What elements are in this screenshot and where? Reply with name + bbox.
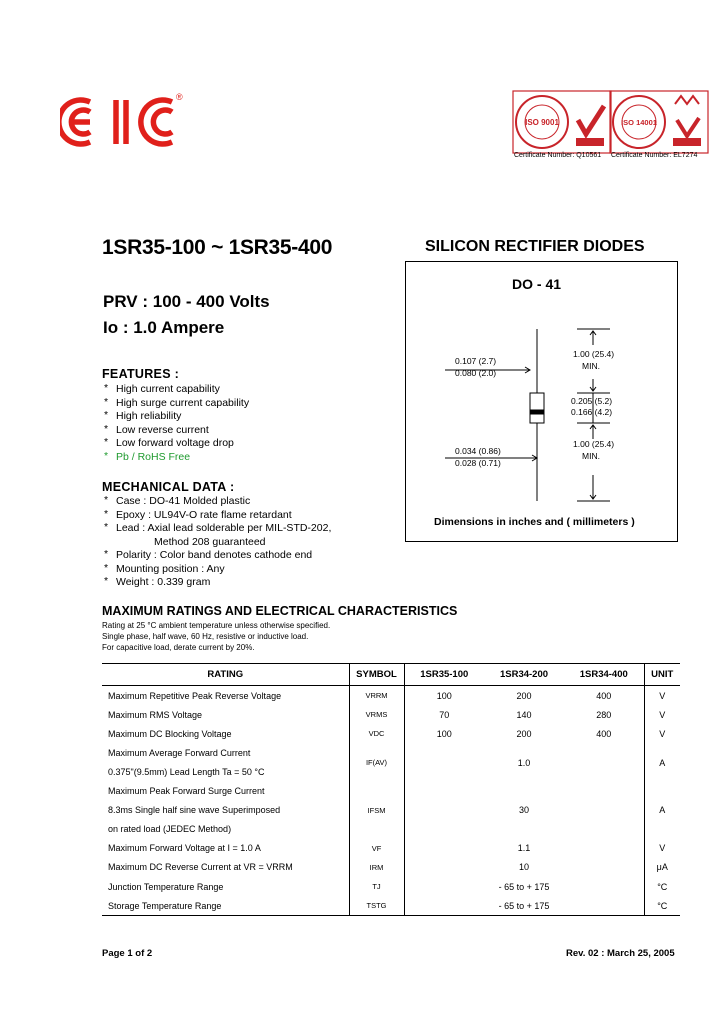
rating-value: 140 (516, 709, 532, 720)
header-1sr34-200: 1SR34-200 (484, 664, 564, 686)
rating-symbol: VDC (349, 724, 404, 743)
rating-label-line: Maximum Peak Forward Surge Current (108, 785, 265, 796)
rating-value: 400 (596, 728, 612, 739)
list-item-continuation: Method 208 guaranteed (154, 535, 266, 548)
rating-unit: °C (644, 877, 680, 896)
eic-logo (60, 88, 190, 157)
rating-note: For capacitive load, derate current by 20%. (102, 643, 255, 652)
rating-value: 200 (516, 690, 532, 701)
dim-bottom-lead-length: 1.00 (25.4) (573, 439, 615, 449)
svg-text:ISO 14001: ISO 14001 (621, 118, 657, 127)
list-item: * Polarity : Color band denotes cathode end (102, 549, 331, 563)
list-item: * Epoxy : UL94V-O rate flame retardant (102, 509, 331, 523)
rating-label-line: Maximum Average Forward Current (108, 747, 251, 758)
page-number: Page 1 of 2 (102, 948, 153, 959)
rating-value: - 65 to + 175 (498, 881, 550, 892)
rating-symbol: IFSM (349, 782, 404, 839)
features-list (102, 383, 249, 464)
prv-spec: PRV : 100 - 400 Volts (103, 292, 270, 311)
rating-value: 10 (518, 862, 529, 873)
svg-text:ISO 9001: ISO 9001 (525, 118, 559, 127)
list-item: * High surge current capability (102, 397, 249, 411)
table-row (102, 686, 680, 706)
list-item: * Lead : Axial lead solderable per MIL-STD-202, (102, 522, 331, 536)
table-header-row (102, 664, 680, 686)
rating-label-line: on rated load (JEDEC Method) (108, 823, 232, 834)
rating-unit: V (644, 839, 680, 858)
rating-label: Maximum DC Reverse Current at VR = VRRM (108, 862, 293, 873)
rating-label: Junction Temperature Range (108, 881, 224, 892)
rating-symbol: VF (349, 839, 404, 858)
rating-value: 200 (516, 728, 532, 739)
rating-unit: V (644, 724, 680, 743)
table-row (102, 744, 680, 782)
rating-label: Maximum Forward Voltage at I = 1.0 A (108, 843, 261, 854)
rating-value: 100 (436, 728, 452, 739)
table-row (102, 724, 680, 743)
rating-unit: μA (644, 858, 680, 877)
rating-label: Maximum Repetitive Peak Reverse Voltage (108, 690, 282, 701)
io-spec: Io : 1.0 Ampere (103, 318, 225, 337)
rating-value: 70 (439, 709, 450, 720)
list-item: * High current capability (102, 383, 249, 397)
rating-symbol: TSTG (349, 896, 404, 916)
rating-value: 100 (436, 690, 452, 701)
rohs-item: * Pb / RoHS Free (102, 451, 249, 465)
rating-symbol: VRMS (349, 705, 404, 724)
dim-body-len-min: 0.166 (4.2) (571, 407, 613, 417)
package-name: DO - 41 (512, 276, 562, 292)
rating-label: Storage Temperature Range (102, 896, 349, 916)
iso9001-certificate-icon (512, 90, 612, 158)
list-item: * Case : DO-41 Molded plastic (102, 495, 331, 509)
table-row (102, 839, 680, 858)
rating-symbol: VRRM (349, 686, 404, 706)
header-symbol: SYMBOL (349, 664, 404, 686)
header-rating: RATING (102, 664, 349, 686)
rating-note: Single phase, half wave, 60 Hz, resistive or inductive load. (102, 632, 309, 641)
list-item: * Weight : 0.339 gram (102, 576, 331, 590)
rating-unit: A (644, 744, 680, 782)
table-row (102, 705, 680, 724)
mechanical-list (102, 495, 331, 590)
table-row (102, 896, 680, 916)
dim-body-dia-max: 0.107 (2.7) (455, 356, 497, 366)
ratings-table (102, 663, 680, 916)
rating-label-line: 0.375"(9.5mm) Lead Length Ta = 50 °C (108, 766, 265, 777)
rating-unit: A (644, 782, 680, 839)
cert2-number: Certificate Number: EL7274 (611, 152, 698, 159)
rating-label-line: 8.3ms Single half sine wave Superimposed (108, 804, 281, 815)
revision-date: Rev. 02 : March 25, 2005 (566, 948, 675, 959)
rating-value: 1.0 (517, 757, 531, 768)
rating-value: - 65 to + 175 (404, 896, 644, 916)
rating-label (102, 744, 349, 782)
rating-value: 1.1 (517, 843, 531, 854)
cert1-number: Certificate Number: Q10561 (514, 152, 602, 159)
document-type-title: SILICON RECTIFIER DIODES (425, 238, 645, 255)
dim-lead-dia-min: 0.028 (0.71) (455, 458, 501, 468)
iso14001-certificate-icon (609, 90, 709, 158)
header-unit: UNIT (644, 664, 680, 686)
dim-bottom-lead-min: MIN. (582, 451, 600, 461)
registered-mark: ® (176, 92, 183, 102)
dimension-caption: Dimensions in inches and ( millimeters ) (434, 516, 635, 528)
rating-label: Maximum RMS Voltage (108, 709, 203, 720)
header-1sr35-100: 1SR35-100 (404, 664, 484, 686)
dim-top-lead-length: 1.00 (25.4) (573, 349, 615, 359)
features-heading: FEATURES : (102, 367, 180, 381)
rating-symbol: IF(AV) (349, 744, 404, 782)
table-row (102, 877, 680, 896)
ratings-heading: MAXIMUM RATINGS AND ELECTRICAL CHARACTERISTICS (102, 604, 458, 618)
rating-unit: V (644, 705, 680, 724)
dim-body-len-max: 0.205 (5.2) (571, 396, 613, 406)
cathode-band (530, 410, 544, 414)
list-item: * Low forward voltage drop (102, 437, 249, 451)
part-range-title: 1SR35-100 ~ 1SR35-400 (102, 236, 333, 259)
header-1sr34-400: 1SR34-400 (564, 664, 644, 686)
rating-symbol: IRM (349, 858, 404, 877)
rating-value: 30 (518, 805, 529, 816)
do41-outline-diagram (405, 261, 678, 542)
list-item: * Low reverse current (102, 424, 249, 438)
rating-label: Maximum DC Blocking Voltage (108, 728, 232, 739)
rating-symbol: TJ (349, 877, 404, 896)
table-row (102, 782, 680, 839)
table-row (102, 858, 680, 877)
rating-value: 400 (596, 690, 612, 701)
rating-unit: °C (644, 896, 680, 916)
dim-top-lead-min: MIN. (582, 361, 600, 371)
rating-note: Rating at 25 °C ambient temperature unless otherwise specified. (102, 621, 331, 630)
list-item: * High reliability (102, 410, 249, 424)
rating-label (102, 782, 349, 839)
rating-unit: V (644, 686, 680, 706)
dim-lead-dia-max: 0.034 (0.86) (455, 446, 501, 456)
rating-value: 280 (596, 709, 612, 720)
list-item: * Mounting position : Any (102, 563, 331, 577)
dim-body-dia-min: 0.080 (2.0) (455, 368, 497, 378)
mechanical-heading: MECHANICAL DATA : (102, 480, 235, 494)
diode-body (530, 393, 544, 423)
